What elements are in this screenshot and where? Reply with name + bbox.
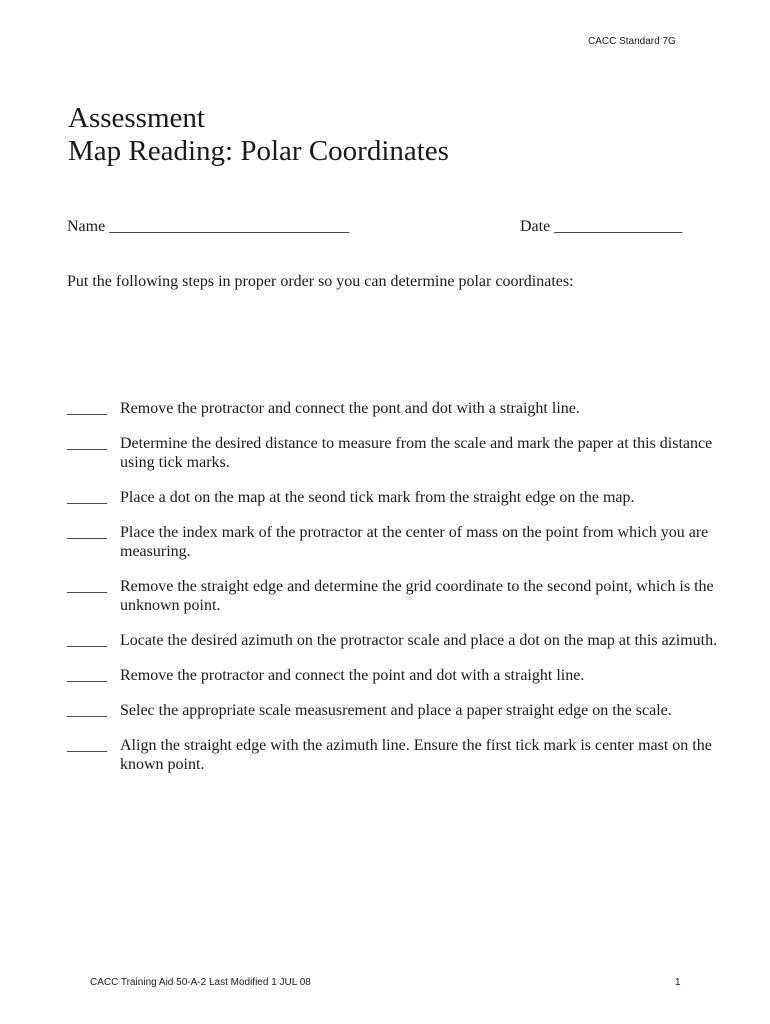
- step-item: [67, 434, 747, 472]
- date-field: Date ________________: [520, 218, 683, 235]
- step-text: Place a dot on the map at the seond tick mark from the straight edge on the map.: [120, 489, 635, 506]
- step-blank: _____: [67, 632, 107, 649]
- step-blank: _____: [67, 524, 107, 541]
- step-item: [67, 399, 747, 418]
- step-text: Selec the appropriate scale measusrement and place a paper straight edge on the scale.: [120, 702, 672, 719]
- footer-page-number: 1: [675, 977, 681, 988]
- title-line-1: Assessment: [68, 102, 205, 134]
- step-item: [67, 666, 747, 685]
- footer-training-aid: CACC Training Aid 50-A-2 Last Modified 1 JUL 08: [90, 977, 311, 988]
- step-text: Remove the protractor and connect the pont and dot with a straight line.: [120, 400, 580, 417]
- step-text: Determine the desired distance to measure from the scale and mark the paper at this distance using tick marks.: [120, 435, 713, 471]
- step-blank: _____: [67, 489, 107, 506]
- name-field: Name ______________________________: [67, 218, 350, 235]
- steps-list: [67, 399, 747, 790]
- step-text: Remove the straight edge and determine the grid coordinate to the second point, which is the unknown point.: [120, 578, 714, 614]
- instruction-text: Put the following steps in proper order so you can determine polar coordinates:: [67, 273, 574, 290]
- step-item: [67, 701, 747, 720]
- step-item: [67, 631, 747, 650]
- step-item: [67, 488, 747, 507]
- step-blank: _____: [67, 578, 107, 595]
- step-blank: _____: [67, 702, 107, 719]
- step-blank: _____: [67, 667, 107, 684]
- step-text: Remove the protractor and connect the point and dot with a straight line.: [120, 667, 585, 684]
- step-item: [67, 577, 747, 615]
- step-text: Align the straight edge with the azimuth line. Ensure the first tick mark is center mast on the known point.: [120, 737, 712, 773]
- header-standard: CACC Standard 7G: [588, 36, 676, 47]
- step-blank: _____: [67, 737, 107, 754]
- step-blank: _____: [67, 400, 107, 417]
- step-item: [67, 736, 747, 774]
- title-line-2: Map Reading: Polar Coordinates: [68, 135, 449, 167]
- step-item: [67, 523, 747, 561]
- step-text: Locate the desired azimuth on the protractor scale and place a dot on the map at this azimuth.: [120, 632, 718, 649]
- step-blank: _____: [67, 435, 107, 452]
- step-text: Place the index mark of the protractor at the center of mass on the point from which you are measuring.: [120, 524, 709, 560]
- page-title: [68, 102, 449, 168]
